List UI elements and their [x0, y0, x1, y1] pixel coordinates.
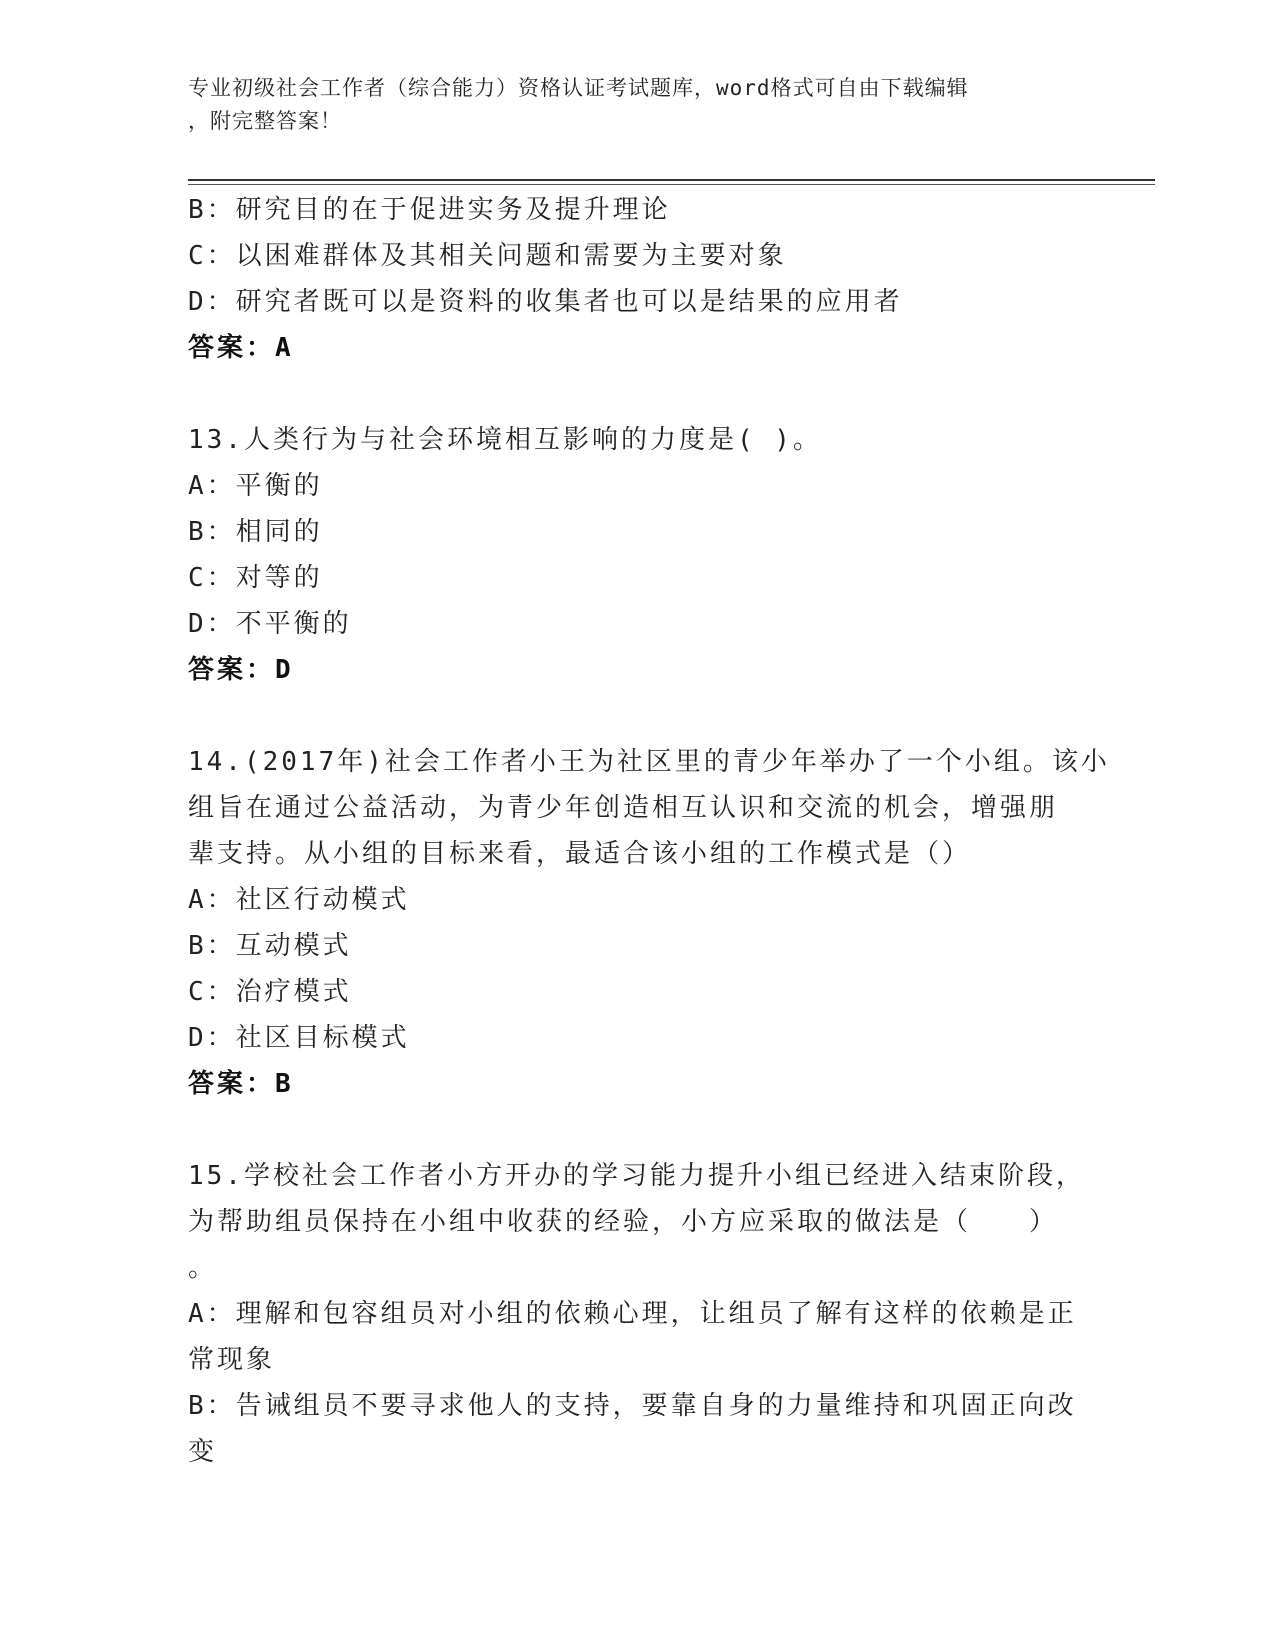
option-b-line-2: 变 [188, 1437, 218, 1467]
header-rule-thick [188, 179, 1155, 181]
option-a-line-2: 常现象 [188, 1345, 276, 1375]
option-b: B：互动模式 [188, 931, 352, 961]
answer: 答案：A [188, 333, 294, 363]
option-b-line-1: B：告诫组员不要寻求他人的支持，要靠自身的力量维持和巩固正向改 [188, 1391, 1077, 1421]
option-c: C：治疗模式 [188, 977, 352, 1007]
question-15 [188, 1153, 1088, 1475]
header-rule-thin [188, 184, 1155, 185]
header-line-1: 专业初级社会工作者（综合能力）资格认证考试题库，word格式可自由下载编辑 [188, 76, 969, 100]
option-a: A：社区行动模式 [188, 885, 410, 915]
option-a: A：平衡的 [188, 471, 323, 501]
question-14 [188, 739, 1110, 1107]
question-stem-line-3: 。 [188, 1253, 218, 1283]
question-stem: 13.人类行为与社会环境相互影响的力度是( )。 [188, 425, 822, 455]
option-b: B：研究目的在于促进实务及提升理论 [188, 195, 671, 225]
option-c: C：以困难群体及其相关问题和需要为主要对象 [188, 241, 787, 271]
question-stem-line-1: 14.(2017年)社会工作者小王为社区里的青少年举办了一个小组。该小 [188, 747, 1110, 777]
answer: 答案：B [188, 1069, 294, 1099]
option-a-line-1: A：理解和包容组员对小组的依赖心理，让组员了解有这样的依赖是正 [188, 1299, 1077, 1329]
question-stem-line-2: 组旨在通过公益活动，为青少年创造相互认识和交流的机会，增强朋 [188, 793, 1059, 823]
question-stem-line-3: 辈支持。从小组的目标来看，最适合该小组的工作模式是（） [188, 839, 972, 869]
option-d: D：社区目标模式 [188, 1023, 410, 1053]
document-body [188, 187, 1110, 1475]
question-13 [188, 417, 1088, 693]
option-c: C：对等的 [188, 563, 323, 593]
question-stem-line-1: 15.学校社会工作者小方开办的学习能力提升小组已经进入结束阶段， [188, 1161, 1085, 1191]
header-line-2: ，附完整答案！ [188, 109, 342, 133]
answer: 答案：D [188, 655, 294, 685]
question-stem-line-2: 为帮助组员保持在小组中收获的经验，小方应采取的做法是（ ） [188, 1207, 1059, 1237]
option-b: B：相同的 [188, 517, 323, 547]
option-d: D：不平衡的 [188, 609, 352, 639]
question-12-tail [188, 187, 1088, 371]
option-d: D：研究者既可以是资料的收集者也可以是结果的应用者 [188, 287, 903, 317]
document-header [188, 72, 1068, 138]
